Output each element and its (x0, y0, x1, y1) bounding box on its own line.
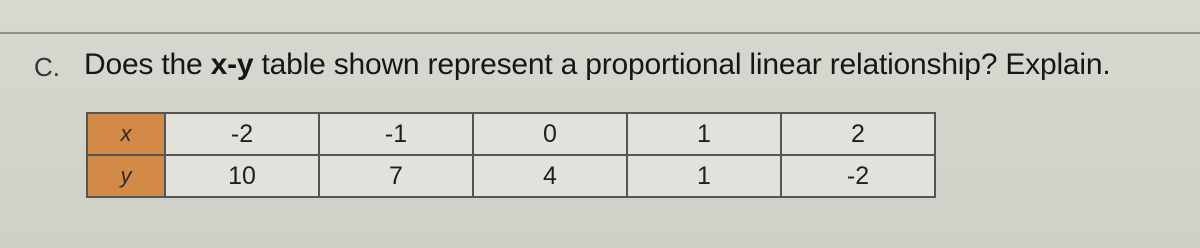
table-cell: 7 (319, 155, 473, 197)
table-cell: 1 (627, 155, 781, 197)
table-cell: 0 (473, 113, 627, 155)
row-header-y: y (87, 155, 165, 197)
xy-table (86, 112, 936, 198)
top-divider (0, 32, 1200, 34)
table-cell: -2 (781, 155, 935, 197)
table-row-y (87, 155, 935, 197)
row-header-x: x (87, 113, 165, 155)
table-row-x (87, 113, 935, 155)
question-label: C. (34, 52, 60, 82)
table-cell: -2 (165, 113, 319, 155)
table-cell: 2 (781, 113, 935, 155)
question-text (84, 48, 1111, 82)
question-text-before: Does the (84, 48, 211, 81)
table-cell: -1 (319, 113, 473, 155)
table-cell: 4 (473, 155, 627, 197)
table-cell: 1 (627, 113, 781, 155)
table-cell: 10 (165, 155, 319, 197)
question-text-after: table shown represent a proportional linear relationship? Explain. (253, 48, 1111, 81)
question-text-emphasis: x-y (210, 48, 254, 81)
